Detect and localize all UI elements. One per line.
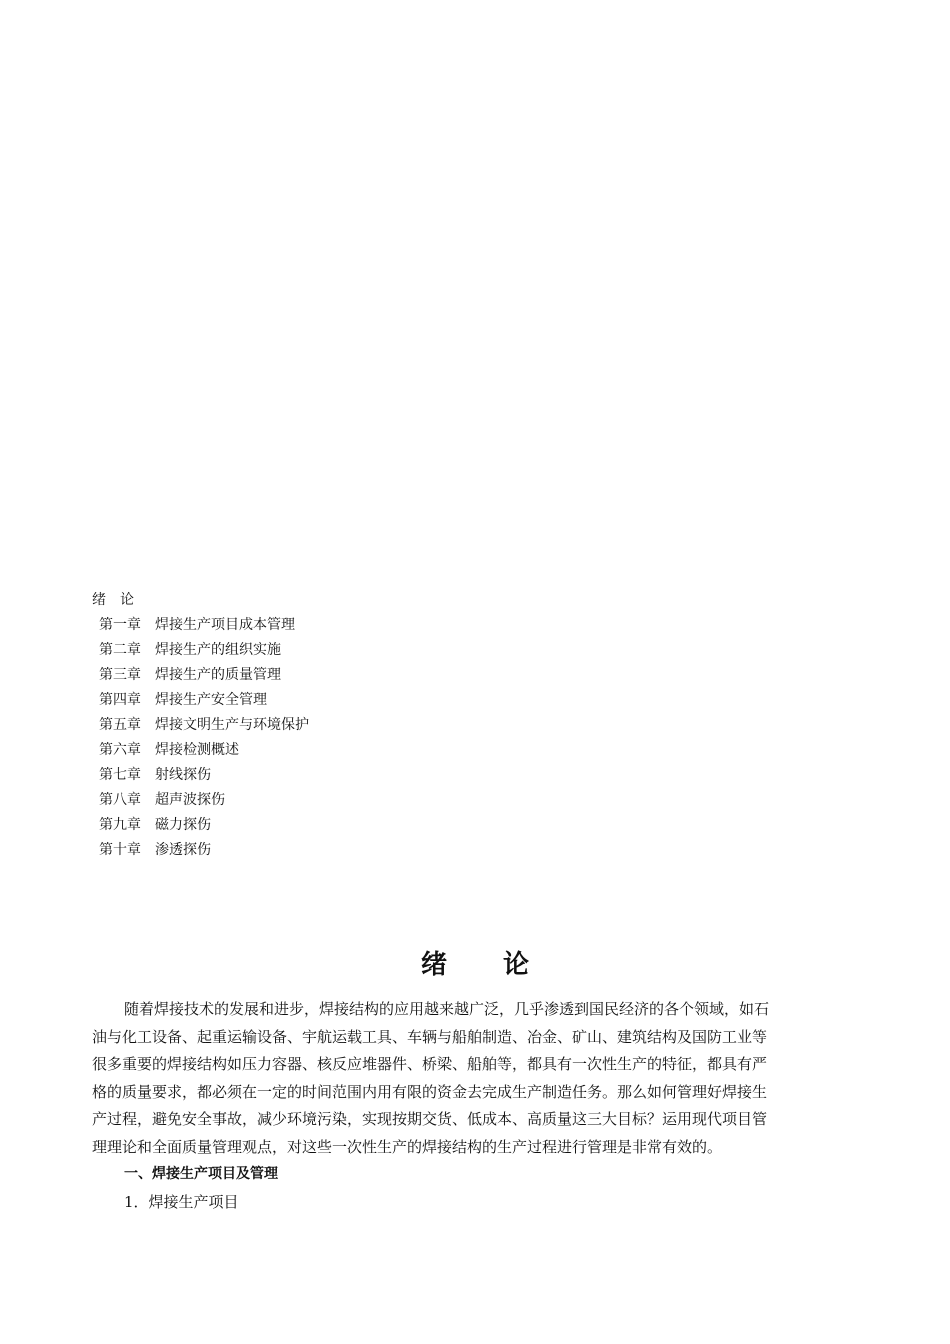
toc-chapter-number: 第一章 xyxy=(99,617,141,633)
paragraph-line: 产过程，避免安全事故，减少环境污染，实现按期交货、低成本、高质量这三大目标？运用现代项目管 xyxy=(92,1110,768,1128)
toc-chapter-number: 第五章 xyxy=(99,717,141,733)
toc-chapter-title: 焊接生产的质量管理 xyxy=(155,667,281,683)
paragraph-line: 很多重要的焊接结构如压力容器、核反应堆器件、桥梁、船舶等，都具有一次性生产的特征，都具有严 xyxy=(92,1055,768,1073)
toc-item-7[interactable] xyxy=(92,763,692,788)
toc-chapter-number: 第三章 xyxy=(99,667,141,683)
chapter-title: 绪论 xyxy=(420,950,585,981)
toc-item-1[interactable] xyxy=(92,613,692,638)
toc-heading[interactable]: 绪论 xyxy=(92,592,148,608)
toc-item-2[interactable] xyxy=(92,638,692,663)
paragraph-line: 油与化工设备、起重运输设备、宇航运载工具、车辆与船舶制造、冶金、矿山、建筑结构及国防工业等 xyxy=(92,1027,768,1046)
toc-chapter-title: 焊接检测概述 xyxy=(155,742,239,758)
toc-chapter-number: 第九章 xyxy=(99,817,141,833)
section-heading: 一、焊接生产项目及管理 xyxy=(124,1166,278,1182)
toc-chapter-number: 第四章 xyxy=(99,692,141,708)
toc-chapter-title: 超声波探伤 xyxy=(155,792,225,808)
toc-chapter-title: 焊接文明生产与环境保护 xyxy=(155,717,309,733)
body-text xyxy=(92,996,860,1216)
toc-item-3[interactable] xyxy=(92,663,692,688)
toc-chapter-title: 焊接生产项目成本管理 xyxy=(155,617,295,633)
toc-item-4[interactable] xyxy=(92,688,692,713)
toc-item-9[interactable] xyxy=(92,813,692,838)
paragraph-line: 格的质量要求，都必须在一定的时间范围内用有限的资金去完成生产制造任务。那么如何管理好焊接生 xyxy=(92,1082,768,1101)
paragraph-line: 随着焊接技术的发展和进步，焊接结构的应用越来越广泛，几乎渗透到国民经济的各个领域，如石 xyxy=(124,1000,770,1018)
toc-chapter-number: 第二章 xyxy=(99,642,141,658)
toc-chapter-number: 第七章 xyxy=(99,767,141,783)
table-of-contents xyxy=(92,588,692,863)
toc-item-10[interactable] xyxy=(92,838,692,863)
toc-list xyxy=(92,613,692,863)
toc-item-8[interactable] xyxy=(92,788,692,813)
subsection-heading: 1．焊接生产项目 xyxy=(124,1192,239,1211)
toc-chapter-number: 第十章 xyxy=(99,842,141,858)
toc-chapter-number: 第六章 xyxy=(99,742,141,758)
toc-chapter-title: 焊接生产安全管理 xyxy=(155,692,267,708)
toc-chapter-title: 渗透探伤 xyxy=(155,842,211,858)
toc-item-6[interactable] xyxy=(92,738,692,763)
toc-chapter-title: 焊接生产的组织实施 xyxy=(155,642,281,658)
paragraph-line: 理理论和全面质量管理观点，对这些一次性生产的焊接结构的生产过程进行管理是非常有效的。 xyxy=(92,1137,723,1156)
toc-item-5[interactable] xyxy=(92,713,692,738)
toc-chapter-number: 第八章 xyxy=(99,792,141,808)
toc-chapter-title: 射线探伤 xyxy=(155,767,211,783)
intro-paragraph xyxy=(92,996,860,1161)
toc-chapter-title: 磁力探伤 xyxy=(155,817,211,833)
